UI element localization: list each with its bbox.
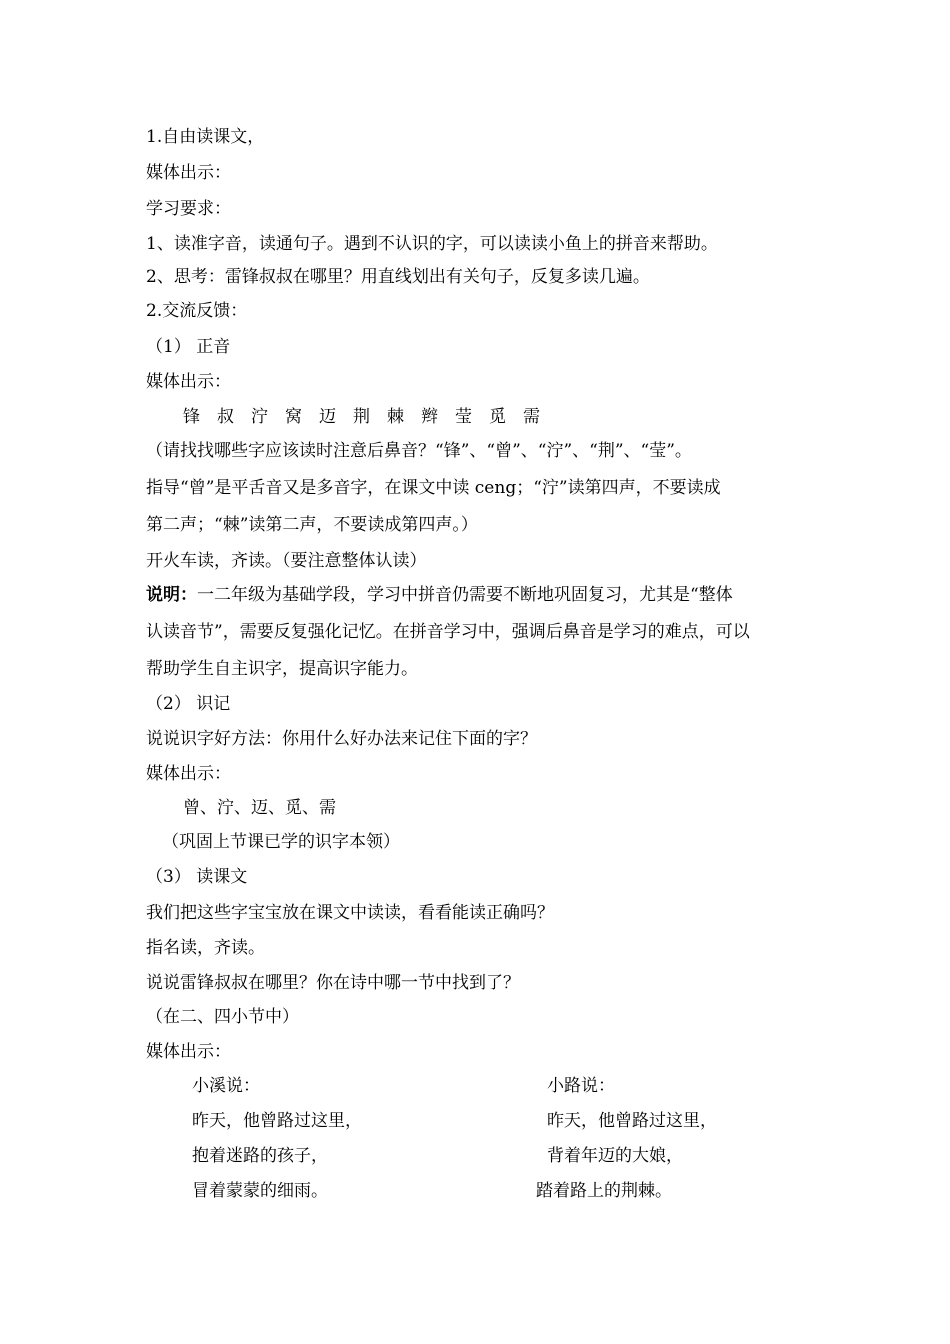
media-show-label: 媒体出示： bbox=[146, 1042, 231, 1062]
train-reading-line: 开火车读，齐读。（要注意整体认读） bbox=[146, 551, 427, 571]
explanation-line-3: 帮助学生自主识字，提高识字能力。 bbox=[146, 659, 418, 679]
character: 叔 bbox=[217, 407, 234, 427]
where-question: 说说雷锋叔叔在哪里？你在诗中哪一节中找到了？ bbox=[146, 973, 520, 993]
character: 荆 bbox=[353, 407, 370, 427]
memorize-question: 说说识字好方法：你用什么好办法来记住下面的字？ bbox=[146, 729, 537, 749]
poem-left-line: 昨天，他曾路过这里， bbox=[192, 1111, 362, 1131]
section-read-text: （3） 读课文 bbox=[146, 867, 248, 887]
character: 觅 bbox=[489, 407, 506, 427]
character-list bbox=[183, 406, 557, 428]
character: 莹 bbox=[455, 407, 472, 427]
poem-right-title: 小路说： bbox=[547, 1076, 615, 1096]
character: 迈 bbox=[319, 407, 336, 427]
poem-left-line: 冒着蒙蒙的细雨。 bbox=[192, 1181, 328, 1201]
character: 窝 bbox=[285, 407, 302, 427]
media-show-label: 媒体出示： bbox=[146, 163, 231, 183]
memorize-note: （巩固上节课已学的识字本领） bbox=[162, 832, 400, 852]
answer-note: （在二、四小节中） bbox=[146, 1007, 299, 1027]
guidance-line-1: （请找找哪些字应该读时注意后鼻音？“锋”、“曾”、“泞”、“荆”、“莹”。 bbox=[146, 441, 692, 461]
media-show-label: 媒体出示： bbox=[146, 372, 231, 392]
character: 棘 bbox=[387, 407, 404, 427]
step-feedback: 2.交流反馈： bbox=[146, 301, 248, 321]
explanation-line-1 bbox=[146, 584, 733, 606]
poem-left-title: 小溪说： bbox=[192, 1076, 260, 1096]
poem-left-line: 抱着迷路的孩子， bbox=[192, 1146, 328, 1166]
poem-right-line: 踏着路上的荆棘。 bbox=[536, 1181, 672, 1201]
character: 需 bbox=[523, 407, 540, 427]
poem-right-line: 昨天，他曾路过这里， bbox=[547, 1111, 717, 1131]
explanation-label: 说明： bbox=[146, 585, 197, 605]
guidance-line-2: 指导“曾”是平舌音又是多音字，在课文中读 ceng；“泞”读第四声，不要读成 bbox=[146, 478, 721, 498]
guidance-line-3: 第二声；“棘”读第二声，不要读成第四声。） bbox=[146, 515, 478, 535]
explanation-text: 一二年级为基础学段，学习中拼音仍需要不断地巩固复习，尤其是“整体 bbox=[197, 585, 733, 605]
section-pronunciation: （1） 正音 bbox=[146, 337, 231, 357]
character: 泞 bbox=[251, 407, 268, 427]
section-memorize: （2） 识记 bbox=[146, 694, 231, 714]
character: 锋 bbox=[183, 407, 200, 427]
requirement-1: 1、读准字音，读通句子。遇到不认识的字，可以读读小鱼上的拼音来帮助。 bbox=[146, 234, 718, 254]
named-reading: 指名读，齐读。 bbox=[146, 938, 265, 958]
learning-requirements-heading: 学习要求： bbox=[146, 199, 231, 219]
explanation-line-2: 认读音节”，需要反复强化记忆。在拼音学习中，强调后鼻音是学习的难点，可以 bbox=[146, 622, 750, 642]
memorize-characters: 曾、泞、迈、觅、需 bbox=[183, 798, 336, 818]
step-read-text: 1.自由读课文， bbox=[146, 127, 265, 147]
media-show-label: 媒体出示： bbox=[146, 764, 231, 784]
poem-right-line: 背着年迈的大娘， bbox=[547, 1146, 683, 1166]
read-text-prompt: 我们把这些字宝宝放在课文中读读，看看能读正确吗？ bbox=[146, 903, 554, 923]
requirement-2: 2、思考：雷锋叔叔在哪里？用直线划出有关句子，反复多读几遍。 bbox=[146, 267, 650, 287]
character: 辫 bbox=[421, 407, 438, 427]
